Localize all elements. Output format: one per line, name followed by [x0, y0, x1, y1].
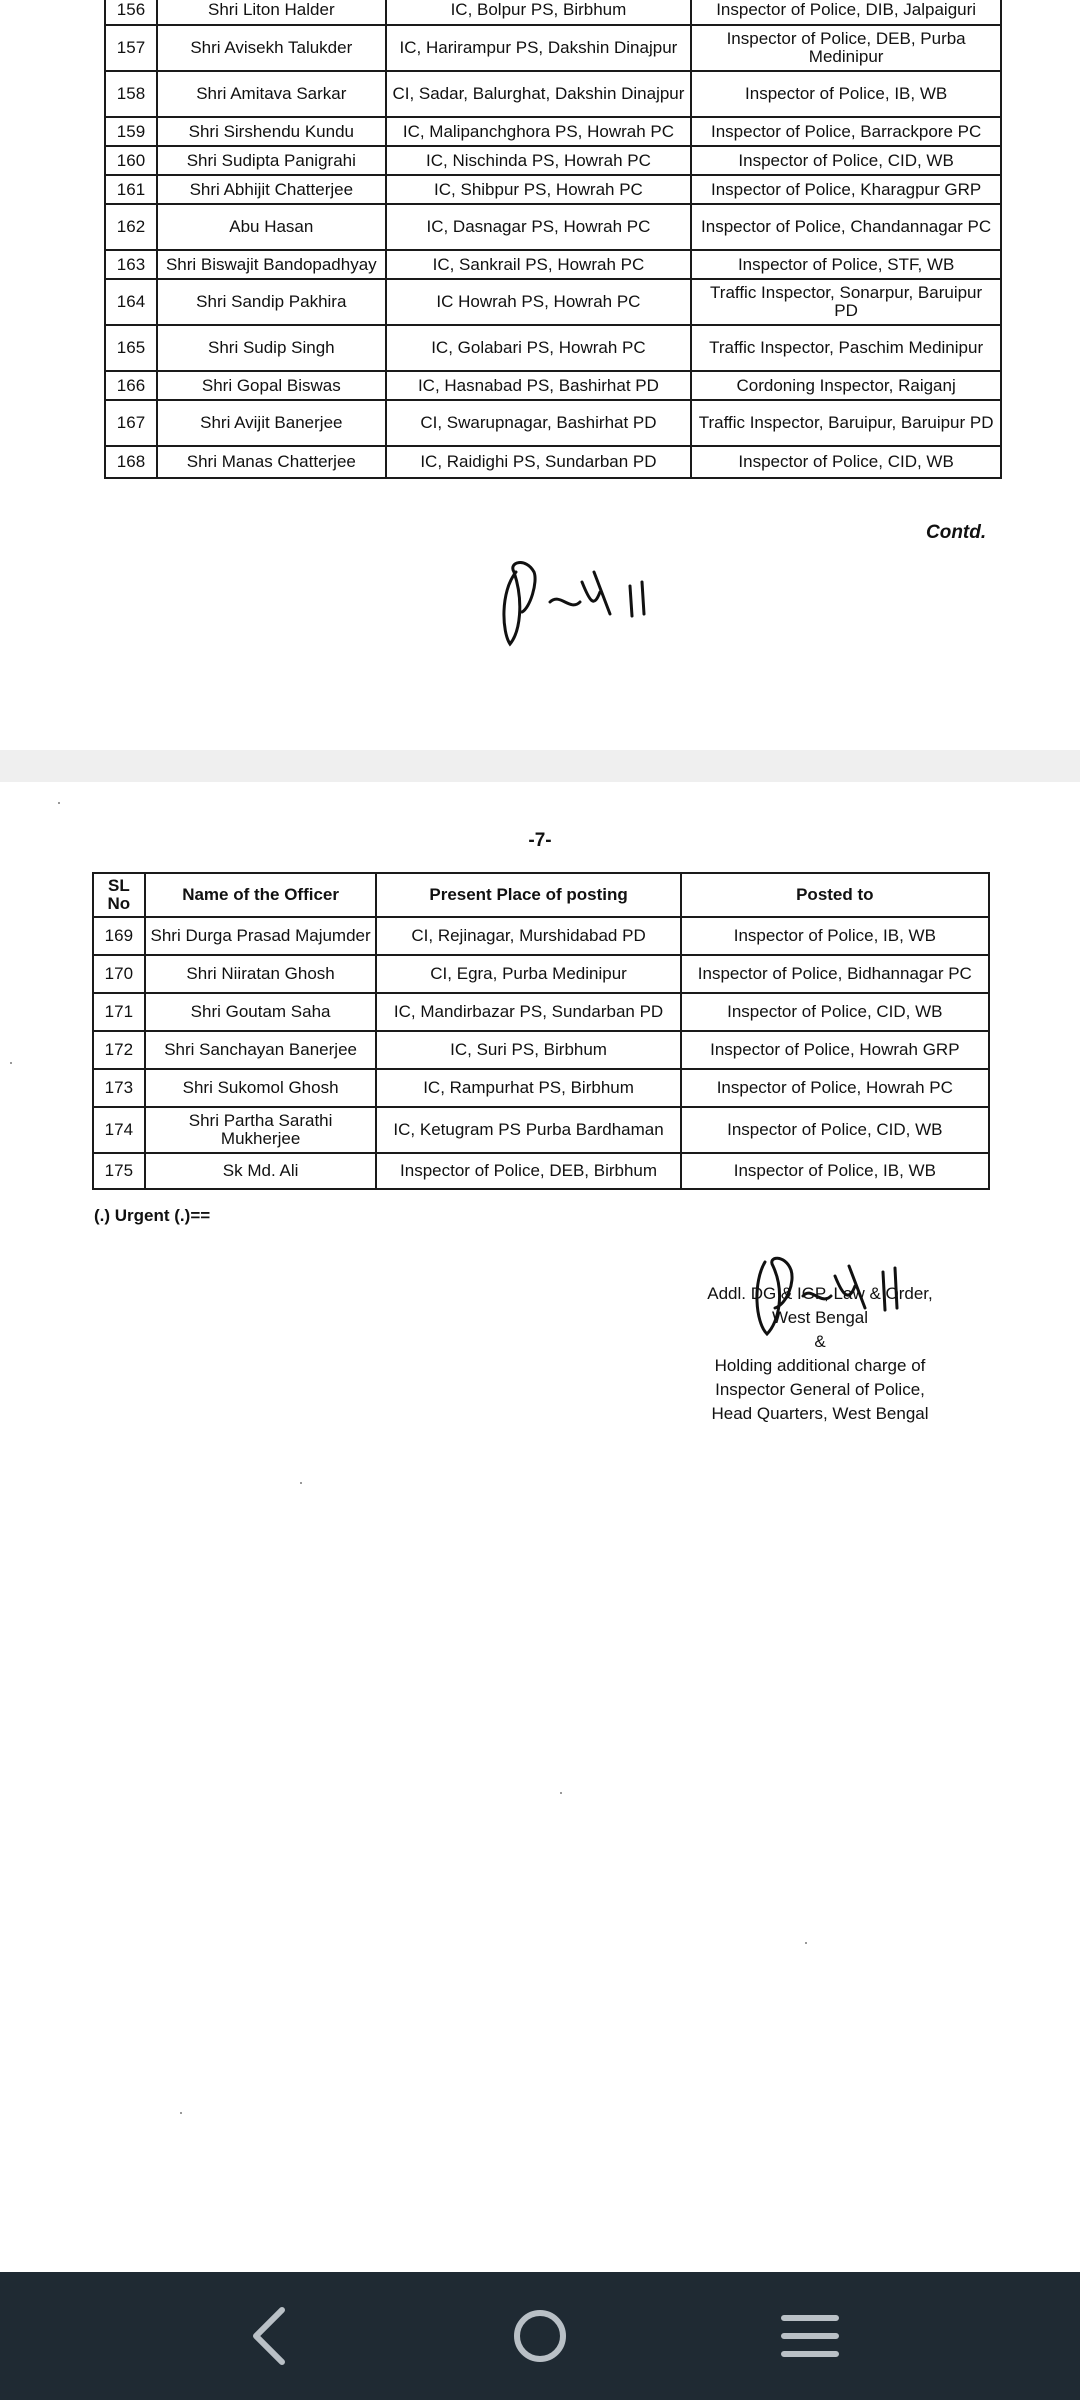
- posted-to-cell: Inspector of Police, STF, WB: [691, 250, 1001, 279]
- menu-icon[interactable]: [770, 2296, 850, 2376]
- scan-speck: [805, 1942, 807, 1944]
- posted-to-cell: Inspector of Police, Howrah GRP: [681, 1031, 989, 1069]
- officer-name-cell: Shri Sukomol Ghosh: [145, 1069, 377, 1107]
- sl-cell: 159: [105, 117, 157, 146]
- sl-cell: 162: [105, 204, 157, 250]
- sl-cell: 163: [105, 250, 157, 279]
- sl-cell: 165: [105, 325, 157, 371]
- android-navigation-bar: [0, 2272, 1080, 2400]
- table-row: [93, 993, 989, 1031]
- header-officer-name: Name of the Officer: [145, 873, 377, 917]
- designation-line-6: Head Quarters, West Bengal: [711, 1404, 929, 1423]
- table-row: [105, 175, 1001, 204]
- table-row: [105, 71, 1001, 117]
- posted-to-cell: Inspector of Police, Chandannagar PC: [691, 204, 1001, 250]
- designation-line-2: West Bengal: [771, 1308, 869, 1327]
- page-separator: [0, 750, 1080, 782]
- sl-cell: 173: [93, 1069, 145, 1107]
- sl-cell: 172: [93, 1031, 145, 1069]
- table-row: [105, 250, 1001, 279]
- table-row: [105, 146, 1001, 175]
- present-posting-cell: IC, Hasnabad PS, Bashirhat PD: [386, 371, 692, 400]
- posted-to-cell: Inspector of Police, Bidhannagar PC: [681, 955, 989, 993]
- sl-cell: 156: [105, 0, 157, 25]
- officer-name-cell: Shri Goutam Saha: [145, 993, 377, 1031]
- table-row: [105, 204, 1001, 250]
- signature-scribble: [490, 552, 690, 652]
- scan-speck: [58, 802, 60, 804]
- present-posting-cell: IC, Dasnagar PS, Howrah PC: [386, 204, 692, 250]
- scan-speck: [180, 2112, 182, 2114]
- officer-name-cell: Shri Partha Sarathi Mukherjee: [145, 1107, 377, 1153]
- posted-to-cell: Inspector of Police, Howrah PC: [681, 1069, 989, 1107]
- scan-speck: [10, 1062, 12, 1064]
- present-posting-cell: IC, Nischinda PS, Howrah PC: [386, 146, 692, 175]
- officer-name-cell: Shri Sirshendu Kundu: [157, 117, 386, 146]
- back-icon[interactable]: [230, 2296, 310, 2376]
- present-posting-cell: IC, Sankrail PS, Howrah PC: [386, 250, 692, 279]
- table-row: [105, 371, 1001, 400]
- table-row: [105, 446, 1001, 478]
- sl-cell: 158: [105, 71, 157, 117]
- officer-name-cell: Sk Md. Ali: [145, 1153, 377, 1189]
- sl-cell: 157: [105, 25, 157, 71]
- officer-name-cell: Shri Niiratan Ghosh: [145, 955, 377, 993]
- posted-to-cell: Inspector of Police, DIB, Jalpaiguri: [691, 0, 1001, 25]
- officer-name-cell: Shri Amitava Sarkar: [157, 71, 386, 117]
- posted-to-cell: Cordoning Inspector, Raiganj: [691, 371, 1001, 400]
- continued-label: Contd.: [926, 522, 987, 543]
- officer-name-cell: Shri Abhijit Chatterjee: [157, 175, 386, 204]
- present-posting-cell: IC, Rampurhat PS, Birbhum: [376, 1069, 680, 1107]
- present-posting-cell: IC, Golabari PS, Howrah PC: [386, 325, 692, 371]
- sl-cell: 167: [105, 400, 157, 446]
- scan-speck: [560, 1792, 562, 1794]
- sl-cell: 166: [105, 371, 157, 400]
- posted-to-cell: Traffic Inspector, Paschim Medinipur: [691, 325, 1001, 371]
- present-posting-cell: Inspector of Police, DEB, Birbhum: [376, 1153, 680, 1189]
- urgent-note: (.) Urgent (.)==: [94, 1206, 211, 1225]
- officer-name-cell: Shri Liton Halder: [157, 0, 386, 25]
- document-page-6: [0, 0, 1080, 750]
- posted-to-cell: Inspector of Police, IB, WB: [691, 71, 1001, 117]
- sl-cell: 171: [93, 993, 145, 1031]
- designation-line-1: Addl. DG & IGP, Law & Order,: [707, 1284, 933, 1303]
- officer-name-cell: Shri Sandip Pakhira: [157, 279, 386, 325]
- home-icon[interactable]: [500, 2296, 580, 2376]
- officer-name-cell: Shri Avisekh Talukder: [157, 25, 386, 71]
- posted-to-cell: Inspector of Police, DEB, Purba Medinipur: [691, 25, 1001, 71]
- present-posting-cell: CI, Sadar, Balurghat, Dakshin Dinajpur: [386, 71, 692, 117]
- table-row: [105, 325, 1001, 371]
- posted-to-cell: Inspector of Police, CID, WB: [691, 446, 1001, 478]
- designation-line-3: &: [814, 1332, 826, 1351]
- table-row: [93, 1031, 989, 1069]
- table-row: [105, 0, 1001, 25]
- header-posted-to: Posted to: [681, 873, 989, 917]
- sl-cell: 168: [105, 446, 157, 478]
- officer-name-cell: Abu Hasan: [157, 204, 386, 250]
- posted-to-cell: Inspector of Police, CID, WB: [691, 146, 1001, 175]
- signature-scribble: [745, 1252, 925, 1342]
- present-posting-cell: IC, Shibpur PS, Howrah PC: [386, 175, 692, 204]
- table-row: [105, 25, 1001, 71]
- present-posting-cell: CI, Egra, Purba Medinipur: [376, 955, 680, 993]
- posted-to-cell: Traffic Inspector, Baruipur, Baruipur PD: [691, 400, 1001, 446]
- officer-name-cell: Shri Avijit Banerjee: [157, 400, 386, 446]
- present-posting-cell: CI, Swarupnagar, Bashirhat PD: [386, 400, 692, 446]
- table-header-row: [93, 873, 989, 917]
- posted-to-cell: Inspector of Police, Kharagpur GRP: [691, 175, 1001, 204]
- officer-name-cell: Shri Sudipta Panigrahi: [157, 146, 386, 175]
- designation-line-5: Inspector General of Police,: [715, 1380, 925, 1399]
- present-posting-cell: IC, Suri PS, Birbhum: [376, 1031, 680, 1069]
- header-present-posting: Present Place of posting: [376, 873, 680, 917]
- present-posting-cell: IC, Raidighi PS, Sundarban PD: [386, 446, 692, 478]
- officer-transfer-table-continued: [104, 0, 1002, 479]
- sl-cell: 170: [93, 955, 145, 993]
- document-page-7: [0, 782, 1080, 2272]
- designation-line-4: Holding additional charge of: [714, 1356, 926, 1375]
- present-posting-cell: IC, Ketugram PS Purba Bardhaman: [376, 1107, 680, 1153]
- officer-name-cell: Shri Durga Prasad Majumder: [145, 917, 377, 955]
- present-posting-cell: IC Howrah PS, Howrah PC: [386, 279, 692, 325]
- present-posting-cell: CI, Rejinagar, Murshidabad PD: [376, 917, 680, 955]
- posted-to-cell: Inspector of Police, CID, WB: [681, 993, 989, 1031]
- posted-to-cell: Inspector of Police, Barrackpore PC: [691, 117, 1001, 146]
- table-row: [93, 1153, 989, 1189]
- officer-name-cell: Shri Manas Chatterjee: [157, 446, 386, 478]
- sl-cell: 169: [93, 917, 145, 955]
- present-posting-cell: IC, Mandirbazar PS, Sundarban PD: [376, 993, 680, 1031]
- posted-to-cell: Inspector of Police, IB, WB: [681, 917, 989, 955]
- officer-name-cell: Shri Sudip Singh: [157, 325, 386, 371]
- scan-speck: [300, 1482, 302, 1484]
- table-row: [93, 1107, 989, 1153]
- officer-name-cell: Shri Sanchayan Banerjee: [145, 1031, 377, 1069]
- table-row: [93, 1069, 989, 1107]
- posted-to-cell: Inspector of Police, IB, WB: [681, 1153, 989, 1189]
- table-row: [105, 117, 1001, 146]
- present-posting-cell: IC, Harirampur PS, Dakshin Dinajpur: [386, 25, 692, 71]
- officer-name-cell: Shri Biswajit Bandopadhyay: [157, 250, 386, 279]
- table-row: [93, 917, 989, 955]
- present-posting-cell: IC, Malipanchghora PS, Howrah PC: [386, 117, 692, 146]
- posted-to-cell: Traffic Inspector, Sonarpur, Baruipur PD: [691, 279, 1001, 325]
- sl-cell: 175: [93, 1153, 145, 1189]
- table-row: [105, 279, 1001, 325]
- table-row: [93, 955, 989, 993]
- sl-cell: 174: [93, 1107, 145, 1153]
- officer-name-cell: Shri Gopal Biswas: [157, 371, 386, 400]
- sl-cell: 161: [105, 175, 157, 204]
- officer-transfer-table: [92, 872, 990, 1190]
- page-number: -7-: [528, 830, 552, 851]
- table-row: [105, 400, 1001, 446]
- present-posting-cell: IC, Bolpur PS, Birbhum: [386, 0, 692, 25]
- posted-to-cell: Inspector of Police, CID, WB: [681, 1107, 989, 1153]
- sl-cell: 160: [105, 146, 157, 175]
- sl-cell: 164: [105, 279, 157, 325]
- header-sl-no: SL No: [93, 873, 145, 917]
